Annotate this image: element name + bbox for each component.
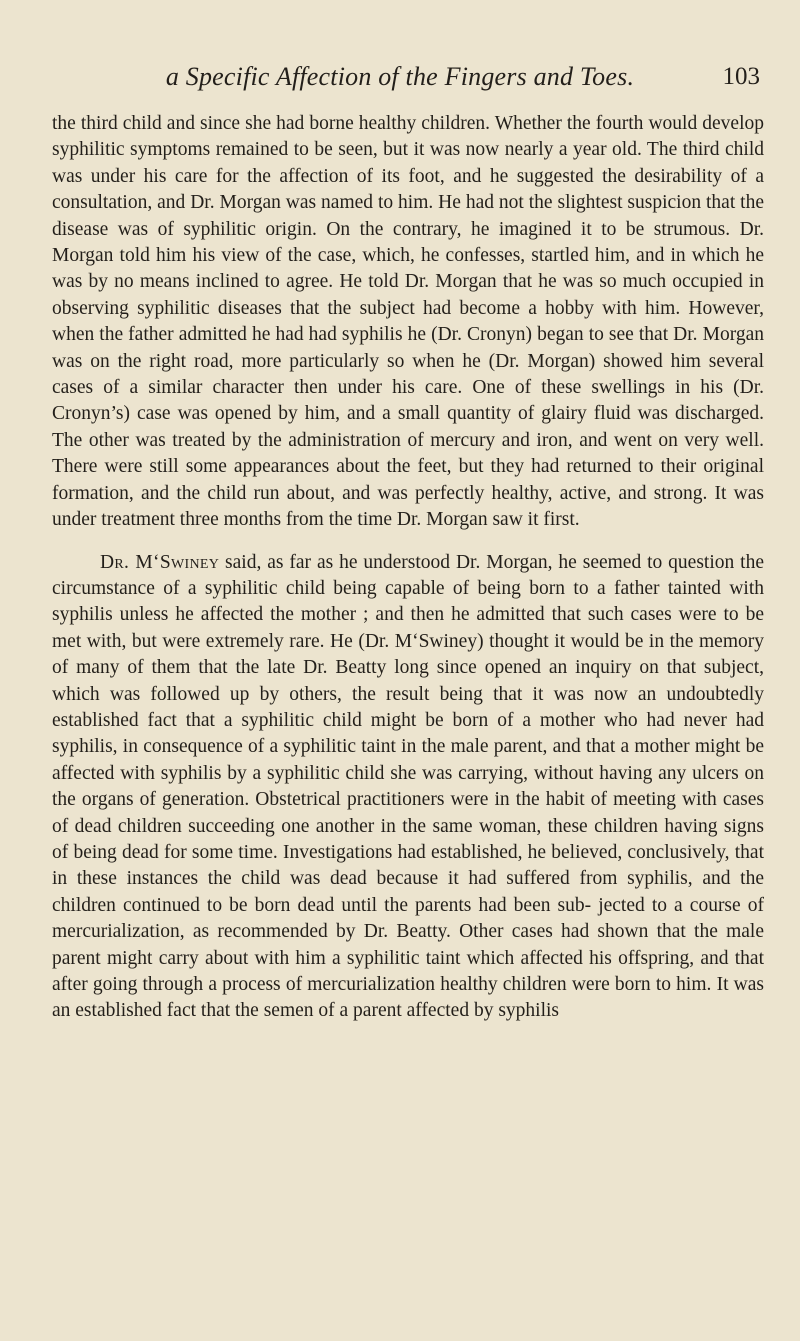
running-title: a Specific Affection of the Fingers and Toes.: [165, 62, 635, 91]
paragraph-2-text: said, as far as he understood Dr. Morgan, he seemed to question the circumstance of a syphilitic child being capable of being born to a father tainted with syphilis unless he affected the mother ; and then he admitted that such cases were to be met with, but were extremely rare. He (Dr. M‘Swiney) thought it would be in the memory of many of them that the late Dr. Beatty long since opened an inquiry on that subject, which was followed up by others, the result being that it was now an undoubtedly established fact that a syphilitic child might be born of a mother who had never had syphilis, in consequence of a syphilitic taint in the male parent, and that a mother might be affected with syphilis by a syphilitic child she was carrying, without having any ulcers on the organs of generation. Obstetrical practitioners were in the habit of meeting with cases of dead children succeeding one another in the same woman, these children having signs of being dead for some time. Investigations had established, he believed, conclusively, that in these instances the child was dead because it had suffered from syphilis, and the children continued to be born dead until the parents had been sub- jected to a course of mercurialization, as recommended by Dr. Beatty. Other cases had shown that the male parent might carry about with him a syphilitic taint which affected his offspring, and that after going through a process of mercurialization healthy children were born to him. It was an established fact that the semen of a parent affected by syphilis: [52, 551, 764, 1022]
running-header: [0, 60, 800, 94]
paragraph-1: the third child and since she had borne healthy children. Whether the fourth would develop syphilitic symptoms remained to be seen, but it was now nearly a year old. The third child was under his care for the affection of its foot, and he suggested the desirability of a consultation, and Dr. Morgan was named to him. He had not the slightest suspicion that the disease was of syphilitic origin. On the contrary, he imagined it to be strumous. Dr. Morgan told him his view of the case, which, he confesses, startled him, and in which he was by no means inclined to agree. He told Dr. Morgan that he was so much occupied in observing syphilitic diseases that the subject had become a hobby with him. However, when the father admitted he had had syphilis he (Dr. Cronyn) began to see that Dr. Morgan was on the right road, more particularly so when he (Dr. Morgan) showed him several cases of a similar character then under his care. One of these swellings in his (Dr. Cronyn’s) case was opened by him, and a small quantity of glairy fluid was discharged. The other was treated by the administration of mercury and iron, and went on very well. There were still some appearances about the feet, but they had returned to their original formation, and the child run about, and was perfectly healthy, active, and strong. It was under treatment three months from the time Dr. Morgan saw it first.: [52, 113, 764, 531]
body-text: [52, 111, 764, 1025]
page-number: 103: [722, 63, 760, 90]
speaker-name: Dr. M‘Swiney: [100, 551, 220, 573]
paragraph-2: [52, 550, 764, 1025]
